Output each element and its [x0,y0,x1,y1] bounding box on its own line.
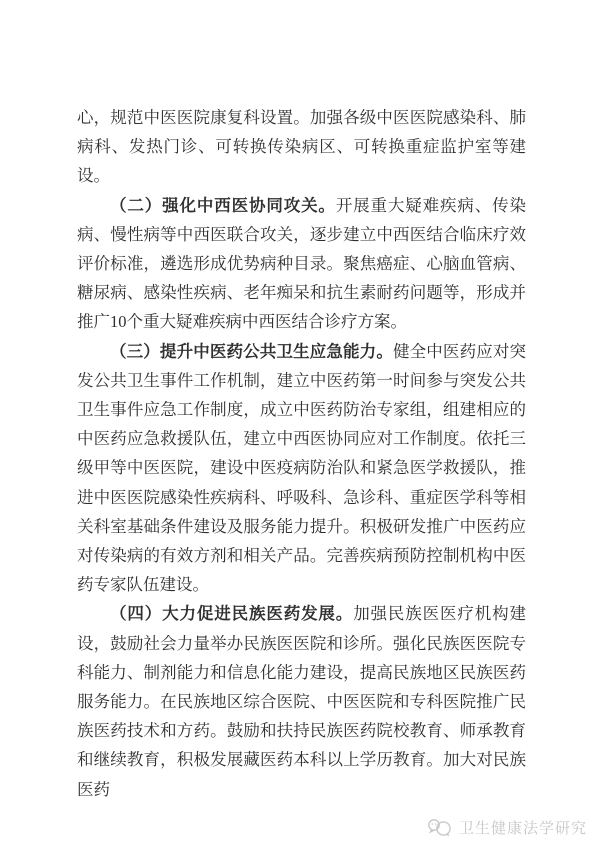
paragraph-lead: （二）强化中西医协同攻关。 [110,195,336,215]
watermark-label: 卫生健康法学研究 [458,820,587,837]
paragraph-section-2 [77,191,526,337]
document-body [77,103,526,804]
paragraph-text: 健全中医药应对突发公共卫生事件工作机制，建立中医药第一时间参与突发公共卫生事件应急工作制度，成立中医药防治专家组，组建相应的中医药应急救援队伍，建立中西医协同应对工作制度。依托三级甲等中医医院，建设中医疫病防治队和紧急医学救援队，推进中医医院感染性疾病科、呼吸科、急诊科、重症医学科等相关科室基础条件建设及服务能力提升。积极研发推广中医药应对传染病的有效方剂和相关产品。完善疾病预防控制机构中医药专家队伍建设。 [77,341,527,595]
watermark [426,817,587,838]
paragraph-text: 开展重大疑难疾病、传染病、慢性病等中西医联合攻关，逐步建立中西医结合临床疗效评价标准，遴选形成优势病种目录。聚焦癌症、心脑血管病、糖尿病、感染性疾病、老年痴呆和抗生素耐药问题等，形成并推广10个重大疑难疾病中西医结合诊疗方案。 [77,195,527,332]
paragraph-text: 心，规范中医医院康复科设置。加强各级中医医院感染科、肺病科、发热门诊、可转换传染病区、可转换重症监护室等建设。 [77,108,526,186]
paragraph-lead: （四）大力促进民族医药发展。 [110,604,354,624]
paragraph-section-4 [77,599,526,803]
chat-bubbles-icon [426,818,453,837]
paragraph-section-3 [77,337,526,600]
paragraph-text: 加强民族医医疗机构建设，鼓励社会力量举办民族医医院和诊所。强化民族医医院专科能力、制剂能力和信息化能力建设，提高民族地区民族医药服务能力。在民族地区综合医院、中医医院和专科医院推广民族医药技术和方药。鼓励和扶持民族医药院校教育、师承教育和继续教育，积极发展藏医药本科以上学历教育。加大对民族医药 [77,604,527,799]
paragraph-continuation [77,103,526,191]
paragraph-lead: （三）提升中医药公共卫生应急能力。 [110,341,393,361]
